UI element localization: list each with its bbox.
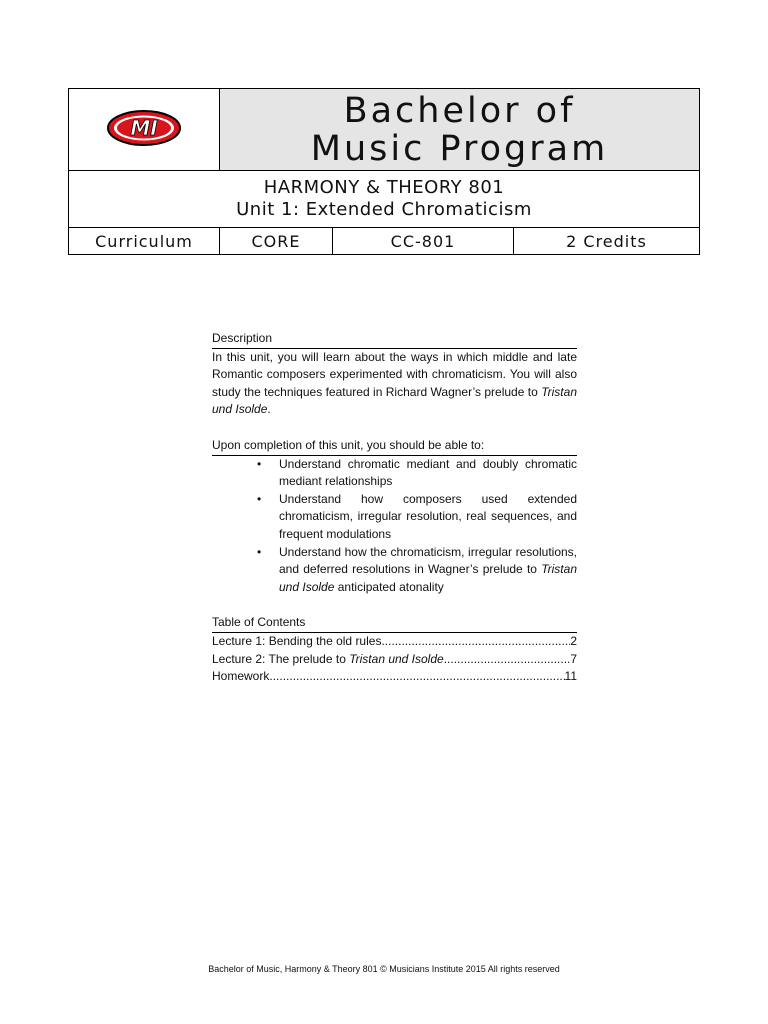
course-title-cell bbox=[69, 171, 700, 228]
musicians-institute-logo-icon bbox=[106, 109, 182, 147]
list-item: • Understand chromatic mediant and doubly chromatic mediant relationships bbox=[257, 456, 577, 489]
program-title bbox=[220, 89, 700, 171]
bullet-icon: • bbox=[257, 491, 262, 506]
program-title-line-2: Music Program bbox=[310, 128, 609, 169]
bullet-icon: • bbox=[257, 456, 262, 471]
description-text: In this unit, you will learn about the ways in which middle and late Romantic composers experimented with chromaticism. You will also study the techniques featured in Richard Wagner’s prelude to Tristan und Isolde. bbox=[212, 349, 577, 417]
content bbox=[212, 330, 577, 686]
footer: Bachelor of Music, Harmony & Theory 801 © Musicians Institute 2015 All rights reserved bbox=[208, 964, 560, 974]
meta-credits: 2 Credits bbox=[514, 228, 700, 255]
course-title: HARMONY & THEORY 801 bbox=[263, 177, 505, 198]
header-table bbox=[68, 88, 700, 255]
list-item: • Understand how the chromaticism, irregular resolutions, and deferred resolutions in Wagner’s prelude to Tristan und Isolde anticipated atonality bbox=[257, 544, 577, 594]
toc-entry[interactable]: Lecture 2: The prelude to Tristan und Isolde ..... 7 bbox=[212, 651, 577, 669]
list-item: • Understand how composers used extended chromaticism, irregular resolution, real sequences, and frequent modulations bbox=[257, 491, 577, 541]
toc-entry[interactable]: Lecture 1: Bending the old rules ..... 2 bbox=[212, 633, 577, 651]
unit-title: Unit 1: Extended Chromaticism bbox=[236, 199, 532, 220]
program-title-line-1: Bachelor of bbox=[343, 90, 576, 131]
toc-entry[interactable]: Homework ..... 11 bbox=[212, 668, 577, 686]
bullet-icon: • bbox=[257, 544, 262, 559]
toc-heading: Table of Contents bbox=[212, 614, 577, 633]
meta-code: CC-801 bbox=[333, 228, 514, 255]
meta-type: CORE bbox=[220, 228, 333, 255]
description-heading: Description bbox=[212, 330, 577, 349]
logo-cell bbox=[69, 89, 220, 171]
meta-category: Curriculum bbox=[69, 228, 220, 255]
logo-text: MI bbox=[130, 115, 158, 140]
outcomes-heading: Upon completion of this unit, you should be able to: bbox=[212, 437, 577, 456]
outcomes-list bbox=[212, 456, 577, 597]
